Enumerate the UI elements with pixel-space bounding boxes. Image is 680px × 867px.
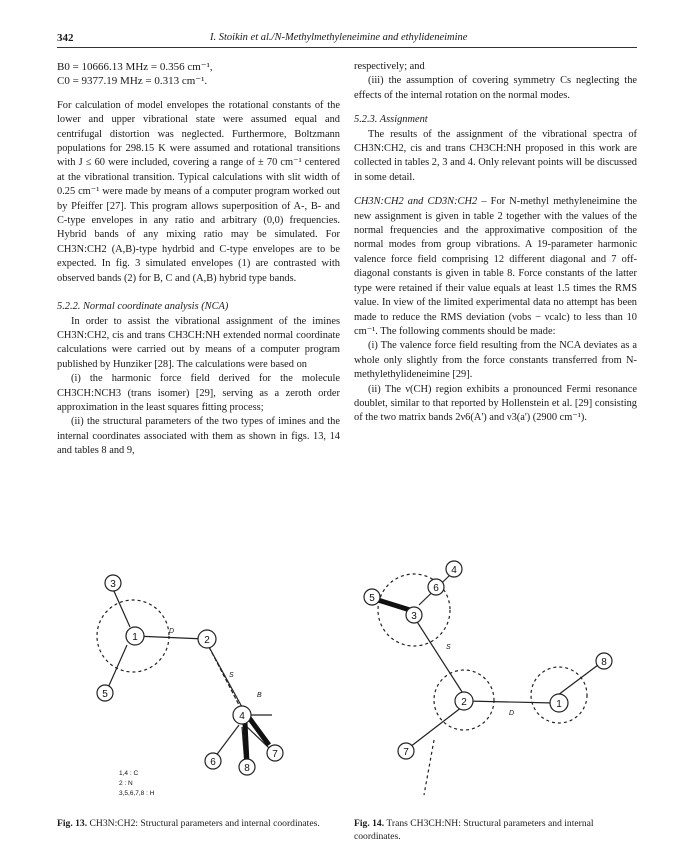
atom-label: 4 (451, 565, 457, 576)
paragraph-methyl (354, 195, 637, 339)
paragraph-envelopes: For calculation of model envelopes the rotational constants of the lower and upper vibrational state were assumed equal and centrifugal distortion was neglected. Furthermore, Boltzmann populations for 298.15 K were assumed and rotational transitions with J ≤ 60 were included, covering a range of ± 70 cm⁻¹ centered at the vibrational transition. Typical calculations with slit width of 0.25 cm⁻¹ were made by means of a computer program worked out by Pfeiffer [27]. This program allows superposition of A-, B- and C-type envelopes in any ratio and arbitrary (0,0) frequencies. Hybrid bands of any mixing ratio may be simulated. For CH3N:CH2 (A,B)-type hydrbid and C-type envelopes are to be expected. In fig. 3 simulated envelopes (1) are contrasted with observed bands (2) for B, C and (A,B) hybrid type bands. (57, 99, 340, 284)
section-heading-assignment: 5.2.3. Assignment (354, 114, 428, 126)
bond-label-s: S (446, 644, 451, 651)
legend-nitrogen: 2 : N (119, 780, 133, 787)
paragraph-methyl-text: – For N-methyl methyleneimine the new assignment is given in table 2 together with the values of the normal frequencies and the approximative composition of the normal modes from group vibrations. A 19-parameter harmonic valence force field comprising 12 different diagonal and 7 off-diagonal constants is given in table 8. Force constants of the latter type were retained if their value equals at least 1.5 times the RMS value. In view of the limited experimental data no attempt has been made to reduce the RMS deviation (νobs − νcalc) to less than 10 cm⁻¹. The following comments should be made: (354, 196, 637, 337)
atom-label: 3 (411, 611, 417, 622)
list-item-i: (i) the harmonic force field derived for the molecule CH3CH:NCH3 (trans isomer) [29], serving as a zeroth order approximation in the least squares fitting process; (57, 373, 340, 413)
equation-b0: B0 = 10666.13 MHz = 0.356 cm⁻¹, (57, 61, 213, 73)
atom-label: 8 (601, 657, 607, 668)
atom-label: 1 (132, 632, 138, 643)
legend-carbon: 1,4 : C (119, 770, 139, 777)
figure-13-diagram (57, 565, 337, 805)
left-column (57, 60, 340, 459)
atom-label: 7 (272, 749, 278, 760)
page-number: 342 (57, 32, 74, 44)
bond-label-d: D (509, 710, 515, 717)
atom-label: 8 (244, 763, 250, 774)
atom-label: 1 (556, 699, 562, 710)
figure-13-text: CH3N:CH2: Structural parameters and internal coordinates. (89, 818, 320, 829)
atom-label: 2 (204, 635, 210, 646)
bond-label-d: D (169, 628, 175, 635)
atom-label: 5 (102, 689, 108, 700)
angle-label-b: B (257, 692, 262, 699)
right-column (354, 60, 637, 426)
figure-13-legend (119, 770, 155, 797)
section-heading-nca: 5.2.2. Normal coordinate analysis (NCA) (57, 301, 229, 313)
equation-c0: C0 = 9377.19 MHz = 0.313 cm⁻¹. (57, 75, 208, 88)
atom-label: 2 (461, 697, 467, 708)
paragraph-assignment: The results of the assignment of the vibrational spectra of CH3N:CH2, cis and trans CH3CH:NH proposed in this work are collected in tables 2, 3 and 4. Only relevant points will be discussed in some detail. (354, 128, 637, 183)
figure-14-text: Trans CH3CH:NH: Structural parameters and internal coordinates. (354, 818, 594, 842)
paragraph-nca: In order to assist the vibrational assignment of the imines CH3N:CH2, cis and trans CH3CH:NH extended normal coordinate calculations were carried out by means of a computer program published by Hunziker [28]. The calculations were based on (57, 315, 340, 370)
figure-13-label: Fig. 13. (57, 818, 88, 829)
list-item-iii: (iii) the assumption of covering symmetry Cs neglecting the effects of the internal rotation on the normal modes. (354, 75, 637, 101)
running-title: I. Stoikin et al./N-Methylmethyleneimine and ethylideneimine (210, 32, 468, 43)
atom-label: 6 (210, 757, 216, 768)
comment-i: (i) The valence force field resulting from the NCA deviates as a whole only slightly from the force constants transferred from N-methylethylideneimine [29]. (354, 340, 637, 381)
figure-13-caption (57, 818, 337, 831)
figure-14-label: Fig. 14. (354, 818, 385, 829)
continuation-text: respectively; and (354, 61, 425, 72)
bond-label-s: S (229, 672, 234, 679)
atom-label: 4 (239, 711, 245, 722)
atom-label: 7 (403, 747, 409, 758)
subheading-ch3n: CH3N:CH2 and CD3N:CH2 (354, 196, 478, 208)
atom-label: 5 (369, 593, 375, 604)
list-item-ii: (ii) the structural parameters of the two types of imines and the internal coordinates associated with them as shown in figs. 13, 14 and tables 8 and 9, (57, 416, 340, 457)
atom-label: 3 (110, 579, 116, 590)
legend-hydrogen: 3,5,6,7,8 : H (119, 790, 155, 797)
comment-ii: (ii) The ν(CH) region exhibits a pronounced Fermi resonance doublet, similar to that reported by Hollenstein et al. [29] consisting of the two matrix bands 2ν6(A') and ν3(a') (2900 cm⁻¹). (354, 383, 637, 424)
figure-14-diagram (354, 555, 634, 805)
atom-label: 6 (433, 583, 439, 594)
header-rule (57, 47, 637, 48)
figure-14-caption (354, 818, 634, 843)
